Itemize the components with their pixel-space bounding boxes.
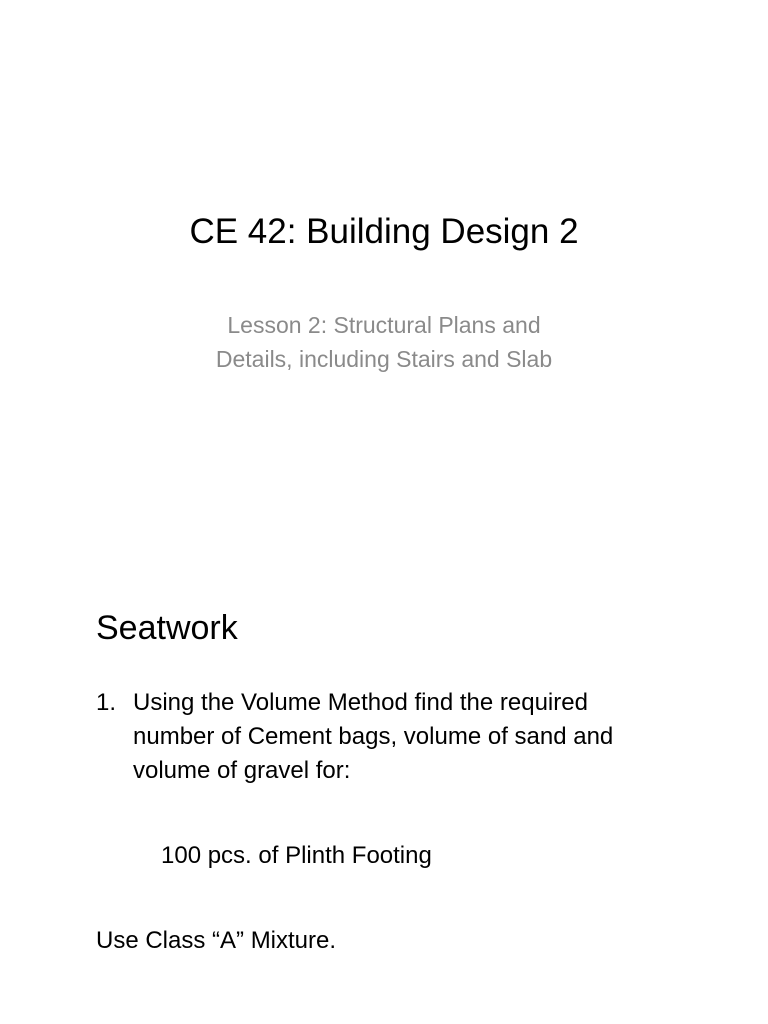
seatwork-slide [0,512,768,1024]
footing-text: 100 pcs. of Plinth Footing [161,842,432,869]
list-text-line: Using the Volume Method find the required [133,689,588,716]
subtitle-line: Lesson 2: Structural Plans and [227,312,541,338]
subtitle-line: Details, including Stairs and Slab [215,346,553,372]
list-text-line: number of Cement bags, volume of sand and [133,723,614,750]
mixture-note: Use Class “A” Mixture. [96,927,337,954]
list-text [133,686,693,788]
slide-subtitle [0,308,768,376]
list-text-line: volume of gravel for: [133,757,351,784]
list-number: 1. [96,689,117,716]
slide-heading: Seatwork [96,609,238,647]
slide-title: CE 42: Building Design 2 [189,212,579,251]
